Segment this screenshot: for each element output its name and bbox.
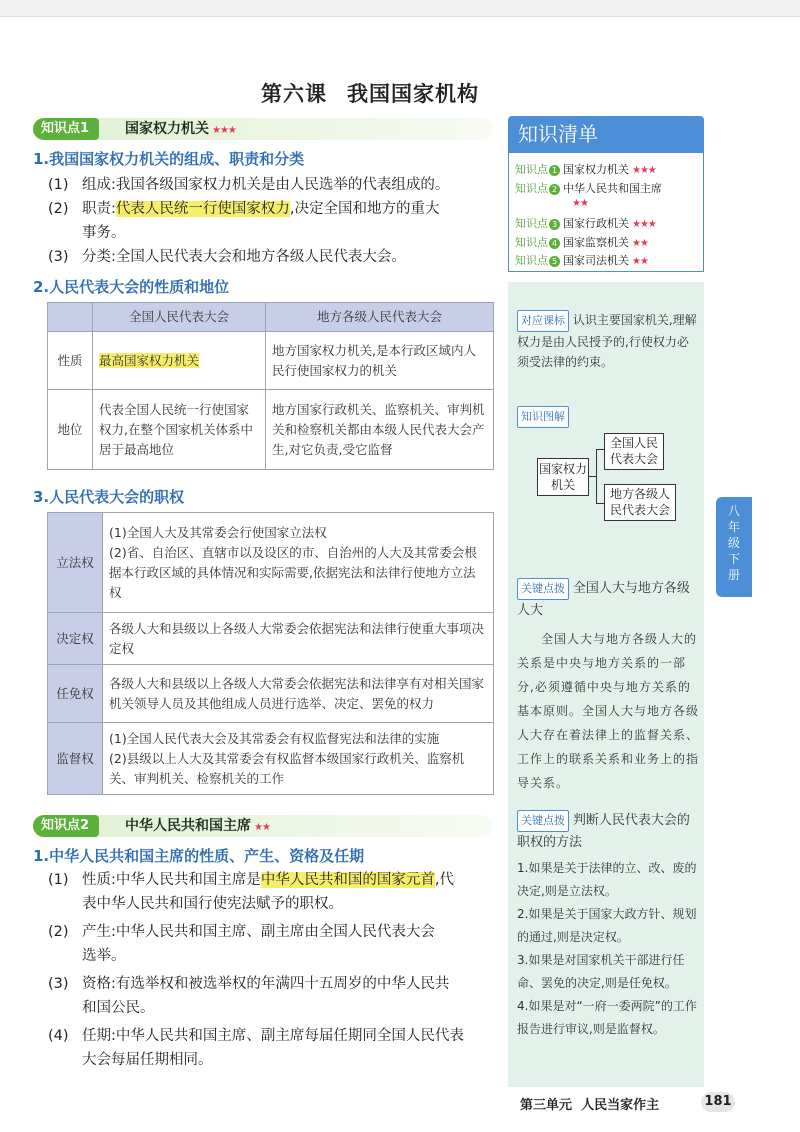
item-text-continued: 大会每届任期相同。 bbox=[82, 1052, 213, 1068]
item-number: (1) bbox=[48, 872, 69, 888]
s4-item-3 bbox=[48, 972, 498, 1020]
unit-label: 第三单元 bbox=[520, 1098, 573, 1113]
key-point-text: 全国人大与地方各级人大的关系是中央与地方关系的一部分,必须遵循中央与地方关系的基本原则。全国人大与地方各级人大存在着法律上的监督关系、工作上的联系关系和业务上的指导关系。 bbox=[517, 632, 700, 790]
diagram-local-box: 地方各级人民代表大会 bbox=[604, 484, 676, 521]
kp-name: 中华人民共和国主席 bbox=[563, 182, 662, 195]
table-header-national: 全国人民代表大会 bbox=[93, 303, 266, 332]
list-item: 4.如果是对“一府一委两院”的工作报告进行审议,则是监督权。 bbox=[517, 999, 697, 1036]
list-item: 3.如果是对国家机关干部进行任命、罢免的决定,则是任免权。 bbox=[517, 953, 685, 990]
section-heading-powers: 3.人民代表大会的职权 bbox=[33, 488, 185, 506]
page-footer bbox=[520, 1094, 659, 1113]
item-text-continued: 表中华人民共和国行使宪法赋予的职权。 bbox=[82, 896, 343, 912]
item-text-continued: 和国公民。 bbox=[82, 1000, 155, 1016]
kp1-tag: 知识点1 bbox=[33, 118, 99, 140]
kp-number-dot: 2 bbox=[549, 184, 560, 195]
item-text: ,决定全国和地方的重大 bbox=[289, 201, 440, 217]
key-point-title: 全国人大与地方各级人大 bbox=[517, 581, 690, 618]
knowledge-point-1-bar bbox=[33, 118, 493, 140]
row-label: 地位 bbox=[48, 390, 93, 470]
kp-stars: ★★ bbox=[632, 238, 648, 249]
kp2-stars: ★★ bbox=[254, 822, 270, 833]
table-cell: 地方国家权力机关,是本行政区域内人民行使国家权力的机关 bbox=[266, 332, 494, 390]
item-text: 任期:中华人民共和国主席、副主席每届任期同全国人民代表 bbox=[82, 1028, 464, 1044]
table-row bbox=[48, 665, 494, 723]
key-point-list bbox=[517, 857, 699, 1041]
page-top-strip bbox=[0, 0, 800, 17]
kp-name: 国家权力机关 bbox=[563, 163, 629, 176]
knowledge-list-item[interactable] bbox=[515, 161, 656, 177]
kp-stars: ★★★ bbox=[632, 219, 656, 230]
kp-label: 知识点 bbox=[515, 254, 548, 267]
table-cell-line: (2)省、自治区、直辖市以及设区的市、自治州的人大及其常委会根据本行政区域的具体情况和实际需要,依据宪法和法律行使地方立法权 bbox=[109, 544, 477, 600]
section-heading-president: 1.中华人民共和国主席的性质、产生、资格及任期 bbox=[33, 847, 365, 865]
knowledge-list-item[interactable] bbox=[515, 234, 648, 250]
section-heading-composition: 1.我国国家权力机关的组成、职责和分类 bbox=[33, 150, 305, 168]
unit-title: 人民当家作主 bbox=[581, 1098, 660, 1113]
row-label: 立法权 bbox=[48, 513, 103, 613]
s4-item-4 bbox=[48, 1024, 498, 1072]
table-cell: 地方国家行政机关、监察机关、审判机关和检察机关都由本级人民代表大会产生,对它负责,受它监督 bbox=[266, 390, 494, 470]
lesson-number: 第六课 bbox=[261, 82, 327, 106]
curriculum-tag: 对应课标 bbox=[517, 310, 569, 332]
knowledge-list-item[interactable] bbox=[515, 215, 656, 231]
table-row bbox=[48, 390, 494, 470]
table-cell-line: (2)县级以上人大及其常委会有权监督本级国家行政机关、监察机关、审判机关、检察机关的工作 bbox=[109, 750, 465, 786]
table-cell: 各级人大和县级以上各级人大常委会依据宪法和法律行使重大事项决定权 bbox=[103, 613, 494, 665]
row-label: 决定权 bbox=[48, 613, 103, 665]
item-text: 性质:中华人民共和国主席是 bbox=[82, 872, 261, 888]
table-row bbox=[48, 332, 494, 390]
kp-number-dot: 5 bbox=[549, 256, 560, 267]
kp1-stars: ★★★ bbox=[212, 125, 236, 136]
s4-item-1 bbox=[48, 868, 498, 916]
kp1-name: 国家权力机关 bbox=[125, 121, 209, 137]
list-item: 1.如果是关于法律的立、改、废的决定,则是立法权。 bbox=[517, 861, 697, 898]
s1-item-1 bbox=[48, 173, 498, 197]
diagram-tag-wrap bbox=[517, 406, 699, 428]
kp-label: 知识点 bbox=[515, 163, 548, 176]
item-number: (2) bbox=[48, 201, 69, 217]
table-header-row bbox=[48, 303, 494, 332]
kp-name: 国家行政机关 bbox=[563, 217, 629, 230]
table-cell: 代表全国人民统一行使国家权力,在整个国家机关体系中居于最高地位 bbox=[93, 390, 266, 470]
s1-items bbox=[48, 173, 498, 269]
key-point-tag: 关键点拨 bbox=[517, 810, 569, 832]
diagram-tag: 知识图解 bbox=[517, 406, 569, 428]
kp2-tag: 知识点2 bbox=[33, 815, 99, 837]
knowledge-point-2-bar bbox=[33, 815, 493, 837]
row-label: 任免权 bbox=[48, 665, 103, 723]
item-text: 资格:有选举权和被选举权的年满四十五周岁的中华人民共 bbox=[82, 976, 450, 992]
table-row bbox=[48, 723, 494, 795]
table-row bbox=[48, 513, 494, 613]
table-header-corner bbox=[48, 303, 93, 332]
kp-number-dot: 1 bbox=[549, 165, 560, 176]
diagram-connector bbox=[596, 449, 597, 503]
page-title bbox=[0, 78, 740, 108]
item-text-continued: 事务。 bbox=[82, 225, 126, 241]
table-cell: 各级人大和县级以上各级人大常委会依据宪法和法律享有对相关国家机关领导人员及其他组成人员进行选举、决定、罢免的权力 bbox=[103, 665, 494, 723]
page-number: 181 bbox=[701, 1092, 735, 1112]
lesson-name: 我国国家机构 bbox=[347, 82, 479, 106]
kp-stars: ★★★ bbox=[632, 165, 656, 176]
item-text: 组成:我国各级国家权力机关是由人民选举的代表组成的。 bbox=[82, 177, 450, 193]
table-row bbox=[48, 613, 494, 665]
kp2-name: 中华人民共和国主席 bbox=[125, 818, 251, 834]
item-number: (4) bbox=[48, 1028, 69, 1044]
key-point-1 bbox=[517, 578, 699, 795]
item-number: (3) bbox=[48, 976, 69, 992]
item-text: ,代 bbox=[434, 872, 454, 888]
curriculum-note bbox=[517, 310, 699, 372]
kp-name: 国家监察机关 bbox=[563, 236, 629, 249]
kp1-title bbox=[125, 118, 236, 142]
kp-stars: ★★ bbox=[572, 198, 588, 209]
knowledge-list bbox=[508, 152, 704, 272]
section-heading-nature: 2.人民代表大会的性质和地位 bbox=[33, 278, 230, 296]
kp-label: 知识点 bbox=[515, 217, 548, 230]
table-cell-highlight: 最高国家权力机关 bbox=[99, 352, 200, 368]
diagram-connector bbox=[596, 449, 604, 450]
diagram-connector bbox=[588, 476, 596, 477]
grade-side-tab[interactable] bbox=[716, 497, 752, 597]
kp-label: 知识点 bbox=[515, 236, 548, 249]
item-number: (2) bbox=[48, 924, 69, 940]
nature-status-table bbox=[47, 302, 494, 470]
s4-item-2 bbox=[48, 920, 498, 968]
kp2-stars-line bbox=[569, 196, 588, 209]
item-text: 产生:中华人民共和国主席、副主席由全国人民代表大会 bbox=[82, 924, 435, 940]
kp-name: 国家司法机关 bbox=[563, 254, 629, 267]
diagram-national-box: 全国人民代表大会 bbox=[604, 433, 664, 470]
table-header-local: 地方各级人民代表大会 bbox=[266, 303, 494, 332]
s1-item-2 bbox=[48, 197, 498, 245]
grade-label: 八年级下册 bbox=[727, 504, 740, 582]
knowledge-list-header: 知识清单 bbox=[508, 116, 704, 152]
list-item: 2.如果是关于国家大政方针、规划的通过,则是决定权。 bbox=[517, 907, 697, 944]
kp-stars: ★★ bbox=[632, 256, 648, 267]
kp-label: 知识点 bbox=[515, 182, 548, 195]
key-point-2 bbox=[517, 810, 699, 1041]
table-cell-line: (1)全国人大及其常委会行使国家立法权 bbox=[109, 524, 327, 540]
kp-number-dot: 3 bbox=[549, 219, 560, 230]
highlighted-text: 中华人民共和国的国家元首 bbox=[260, 872, 435, 888]
row-label: 监督权 bbox=[48, 723, 103, 795]
item-text: 职责: bbox=[82, 201, 116, 217]
diagram-connector bbox=[596, 503, 604, 504]
highlighted-text: 代表人民统一行使国家权力 bbox=[115, 201, 290, 217]
kp-number-dot: 4 bbox=[549, 238, 560, 249]
s4-items bbox=[48, 868, 498, 1072]
row-label: 性质 bbox=[48, 332, 93, 390]
powers-table bbox=[47, 512, 494, 795]
item-text-continued: 选举。 bbox=[82, 948, 126, 964]
key-point-title: 判断人民代表大会的职权的方法 bbox=[517, 813, 690, 850]
item-text: 分类:全国人民代表大会和地方各级人民代表大会。 bbox=[82, 249, 406, 265]
item-number: (1) bbox=[48, 177, 69, 193]
table-cell-line: (1)全国人民代表大会及其常委会有权监督宪法和法律的实施 bbox=[109, 730, 440, 746]
curriculum-text: 认识主要国家机关,理解权力是由人民授予的,行使权力必须受法律的约束。 bbox=[517, 313, 697, 369]
s1-item-3 bbox=[48, 245, 498, 269]
kp2-title bbox=[125, 815, 270, 839]
item-number: (3) bbox=[48, 249, 69, 265]
diagram-center-box: 国家权力机关 bbox=[537, 458, 589, 496]
knowledge-list-item[interactable] bbox=[515, 180, 662, 196]
knowledge-list-item[interactable] bbox=[515, 252, 648, 268]
key-point-tag: 关键点拨 bbox=[517, 578, 569, 600]
